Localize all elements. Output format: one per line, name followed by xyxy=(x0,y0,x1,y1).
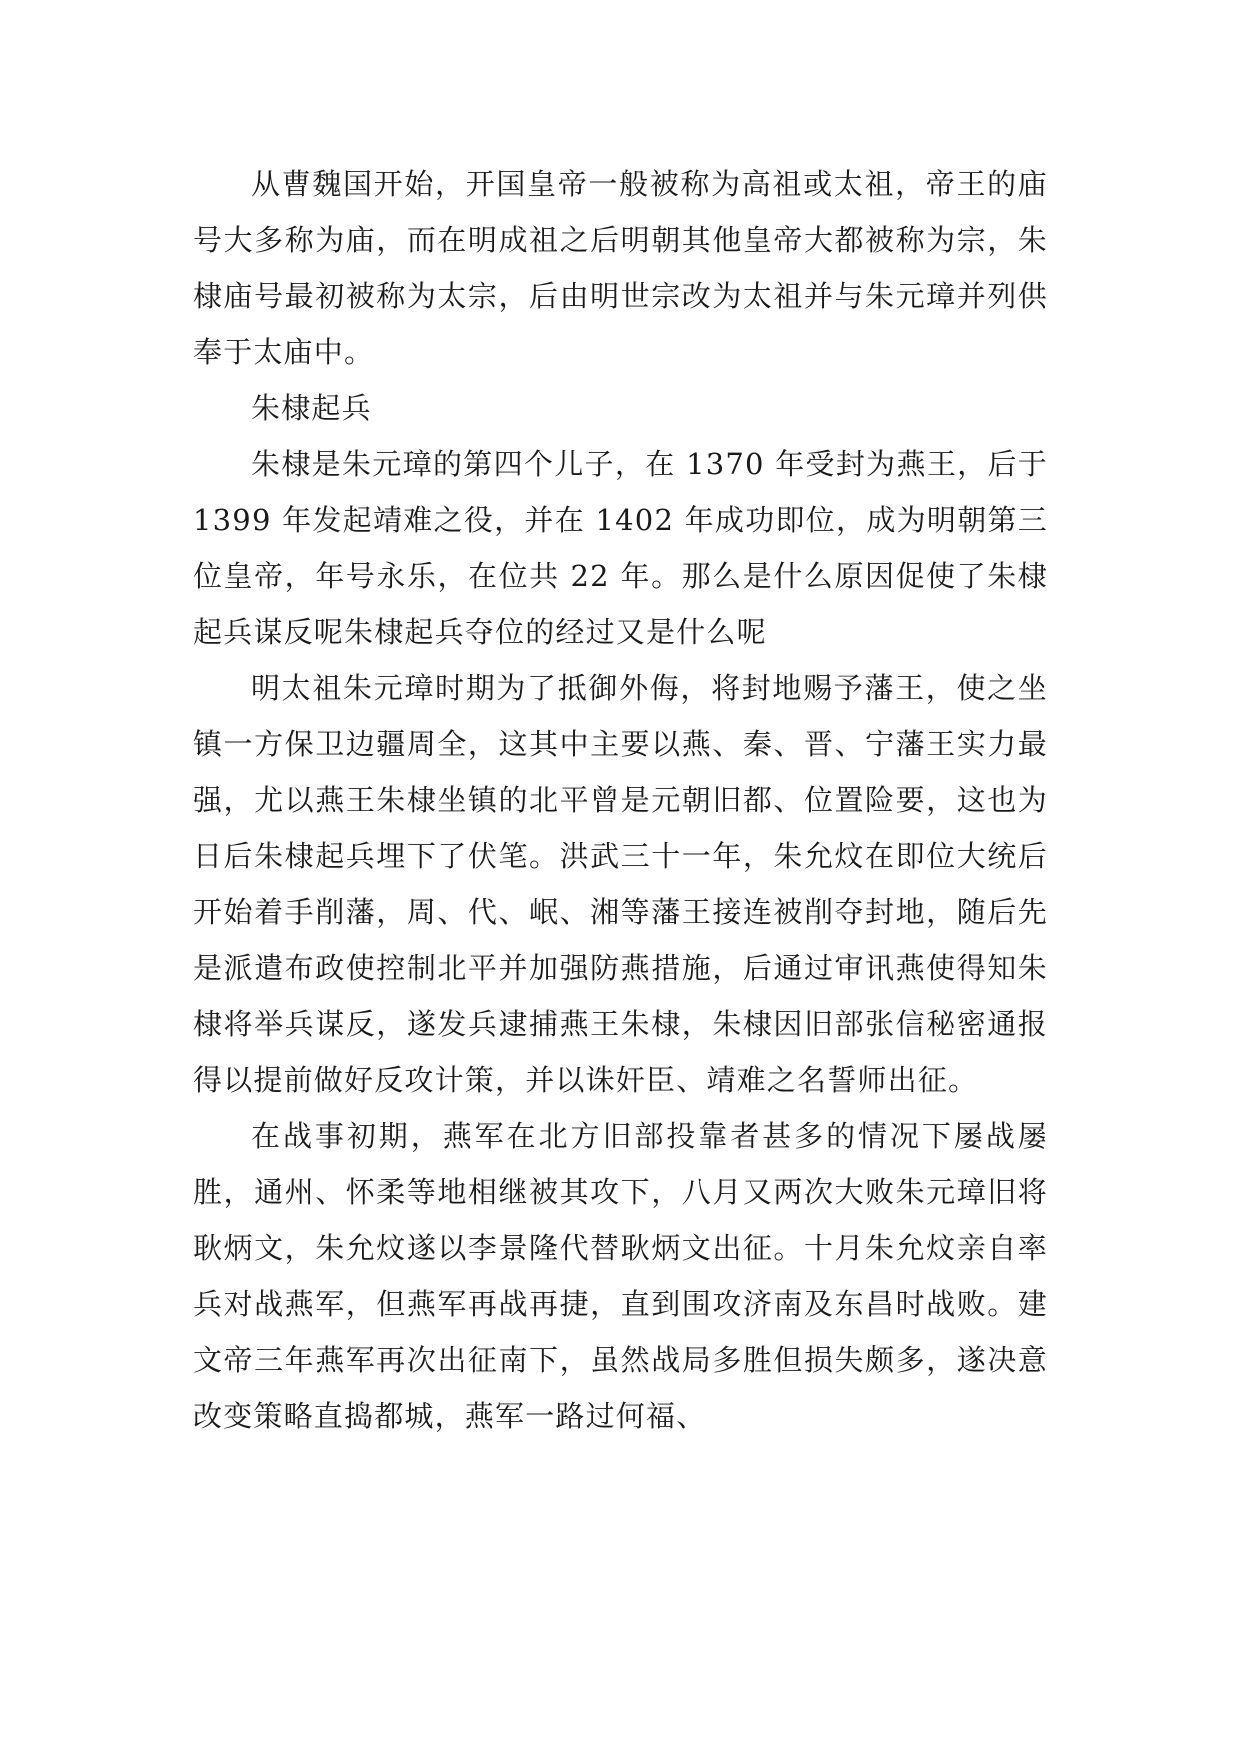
paragraph-miaohao: 从曹魏国开始，开国皇帝一般被称为高祖或太祖，帝王的庙号大多称为庙，而在明成祖之后明朝其他皇帝大都被称为宗，朱棣庙号最初被称为太宗，后由明世宗改为太祖并与朱元璋并列供奉于太庙中。 xyxy=(193,167,1048,369)
paragraph-xuefan: 明太祖朱元璋时期为了抵御外侮，将封地赐予藩王，使之坐镇一方保卫边疆周全，这其中主要以燕、秦、晋、宁藩王实力最强，尤以燕王朱棣坐镇的北平曾是元朝旧都、位置险要，这也为日后朱棣起兵埋下了伏笔。洪武三十一年，朱允炆在即位大统后开始着手削藩，周、代、岷、湘等藩王接连被削夺封地，随后先是派遣布政使控制北平并加强防燕措施，后通过审讯燕使得知朱棣将举兵谋反，遂发兵逮捕燕王朱棣，朱棣因旧部张信秘密通报得以提前做好反攻计策，并以诛奸臣、靖难之名誓师出征。 xyxy=(193,671,1048,1097)
paragraph-zhudi-intro: 朱棣是朱元璋的第四个儿子，在 1370 年受封为燕王，后于 1399 年发起靖难之役，并在 1402 年成功即位，成为明朝第三位皇帝，年号永乐，在位共 22 年。那么是什么原因促使了朱棣起兵谋反呢朱棣起兵夺位的经过又是什么呢 xyxy=(193,447,1048,649)
section-heading: 朱棣起兵 xyxy=(251,391,372,425)
document-body xyxy=(193,156,1048,1444)
paragraph-zhanshi: 在战事初期，燕军在北方旧部投靠者甚多的情况下屡战屡胜，通州、怀柔等地相继被其攻下，八月又两次大败朱元璋旧将耿炳文，朱允炆遂以李景隆代替耿炳文出征。十月朱允炆亲自率兵对战燕军，但燕军再战再捷，直到围攻济南及东昌时战败。建文帝三年燕军再次出征南下，虽然战局多胜但损失颇多，遂决意改变策略直捣都城，燕军一路过何福、 xyxy=(193,1119,1048,1433)
